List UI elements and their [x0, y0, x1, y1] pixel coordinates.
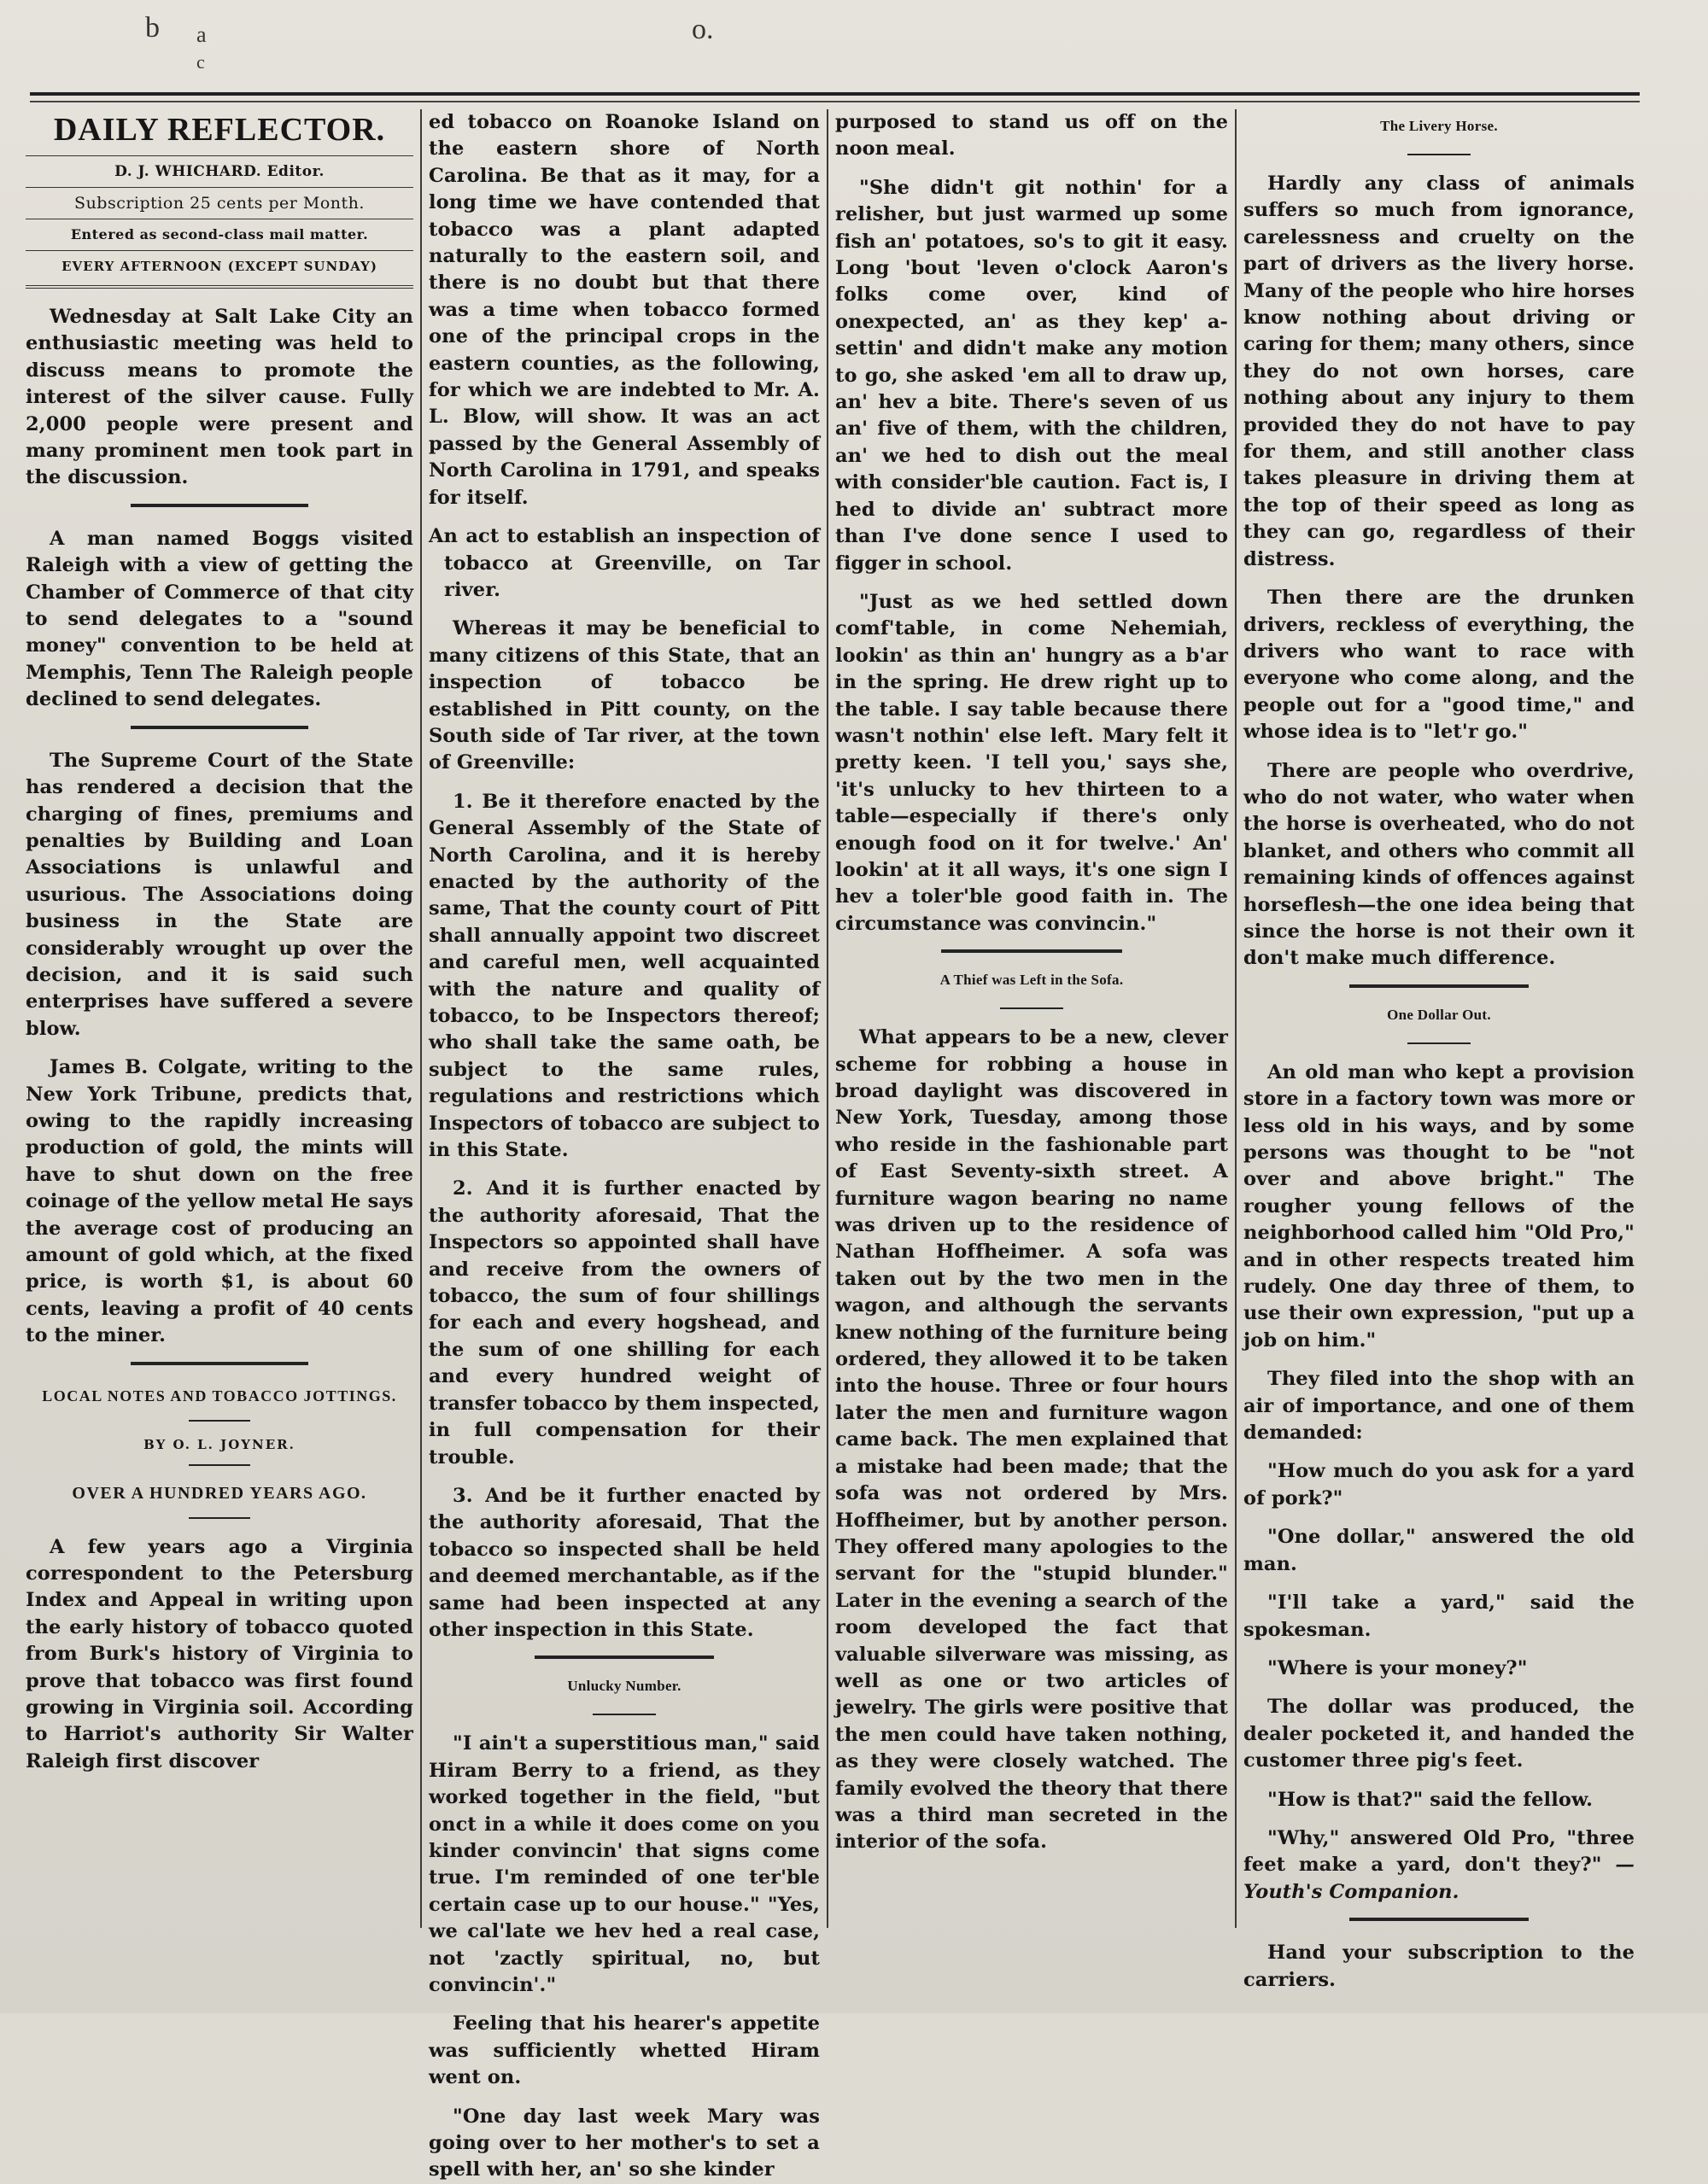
article-boggs: A man named Boggs visited Raleigh with a view of getting the Chamber of Commerce of that city to send delegates to a "sound money" convention to be held at Memphis, Tenn The Raleigh people declined to send delegates.	[26, 527, 413, 711]
article-dollar-2: They filed into the shop with an air of importance, and one of them demanded:	[1243, 1368, 1635, 1445]
article-unlucky-2: Feeling that his hearer's appetite was sufficiently whetted Hiram went on.	[429, 2012, 820, 2089]
article-unlucky-4: "She didn't git nothin' for a relisher, but just warmed up some fish an' potatoes, so's to git it easy. Long 'bout 'leven o'clock Aaron's folks come over, kind of onexpected, an' as they kep' a-settin' and didn't make any motion to go, she asked 'em all to draw up, an' hev a bite. There's seven of us an' five of them, with the children, an' we hed to dish out the meal with consider'ble caution. Fact is, I hed to divide an' subtract more than I've done sence I used to figger in school.	[835, 176, 1228, 575]
separator-rule	[1349, 984, 1530, 988]
act-section-3: 3. And be it further enacted by the authority aforesaid, That the tobacco so inspected shall be held and deemed merchantable, as if the same had been inspected at any other inspection in this State.	[429, 1484, 820, 1641]
top-margin-marks	[77, 9, 760, 77]
article-livery-2: Then there are the drunken drivers, reckless of everything, the drivers who want to race with everyone who come along, and the people out for a "good time," and whose idea is to "let'r go."	[1243, 587, 1635, 744]
article-dollar-3: "How much do you ask for a yard of pork?"	[1243, 1460, 1635, 1510]
margin-mark: b	[145, 12, 160, 44]
subscription-line: Subscription 25 cents per Month.	[26, 187, 413, 219]
column-2	[422, 109, 828, 2181]
article-dollar-7: The dollar was produced, the dealer pocketed it, and handed the customer three pig's feet.	[1243, 1696, 1635, 1772]
article-colgate: James B. Colgate, writing to the New York Tribune, predicts that, owing to the rapidly increasing production of gold, the mints will have to shut down on the free coinage of the yellow metal He says the average cost of producing an amount of gold which, at the fixed price, is worth $1, is about 60 cents, leaving a profit of 40 cents to the miner.	[26, 1056, 413, 1347]
article-unlucky-continued: purposed to stand us off on the noon meal.	[835, 111, 1228, 161]
entered-line: Entered as second-class mail matter.	[26, 219, 413, 250]
unlucky-number-title: Unlucky Number.	[567, 1678, 681, 1695]
act-section-1: 1. Be it therefore enacted by the General Assembly of the State of North Carolina, and it is hereby enacted by the authority of the same, That the county court of Pitt shall annually appoint two discreet and careful men, well acquainted with the nature and quality of tobacco, to be Inspectors thereof; who shall take the same oath, be subject to the same rules, regulations and restrictions which Inspectors of tobacco are subject to in this State.	[429, 790, 820, 1162]
separator-rule	[1407, 154, 1470, 155]
columns	[19, 109, 1641, 2181]
separator-rule	[941, 949, 1122, 953]
livery-horse-title: The Livery Horse.	[1380, 118, 1498, 134]
article-silver-meeting: Wednesday at Salt Lake City an enthusiastic meeting was held to discuss means to promote the interest of the silver cause. Fully 2,000 people were present and many prominent men took part in the discussion.	[26, 306, 413, 489]
article-dollar-6: "Where is your money?"	[1267, 1656, 1528, 1679]
schedule-line: EVERY AFTERNOON (EXCEPT SUNDAY)	[26, 250, 413, 289]
act-title: An act to establish an inspection of tobacco at Greenville, on Tar river.	[429, 525, 820, 601]
article-dollar-4: "One dollar," answered the old man.	[1243, 1526, 1635, 1575]
article-dollar-9-text: "Why," answered Old Pro, "three feet make a yard, don't they?"	[1243, 1826, 1635, 1877]
column-4	[1237, 109, 1641, 1991]
local-notes-heading: LOCAL NOTES AND TOBACCO JOTTINGS.	[42, 1387, 397, 1404]
article-roanoke-continued: ed tobacco on Roanoke Island on the eastern shore of North Carolina. Be that as it may, for a long time we have contended that tobacco was a plant adapted naturally to the eastern soil, and there is no doubt but that there was a time when tobacco formed one of the principal crops in the eastern counties, as the following, for which we are indebted to Mr. A. L. Blow, will show. It was an act passed by the General Assembly of North Carolina in 1791, and speaks for itself.	[429, 111, 820, 509]
editor-line: D. J. WHICHARD. Editor.	[26, 155, 413, 187]
article-supreme-court: The Supreme Court of the State has rendered a decision that the charging of fines, premiums and penalties by Building and Loan Associations is unlawful and usurious. The Associations doing business in the State are considerably wrought up over the decision, and it is said such enterprises have suffered a severe blow.	[26, 749, 413, 1040]
separator-rule	[1407, 1042, 1470, 1044]
separator-rule	[189, 1464, 251, 1466]
article-dollar-9	[1243, 1825, 1635, 1906]
separator-rule	[189, 1517, 251, 1519]
separator-rule	[131, 726, 309, 729]
article-unlucky-5: "Just as we hed settled down comf'table, in come Nehemiah, lookin' as thin an' hungry as a b'ar in the spring. He drew right up to the table. I say table because there wasn't nothin' else left. Mary felt it pretty keen. 'I tell you,' says she, 'it's unlucky to hev thirteen to a table—especially if there's only enough food on it for twelve.' An' lookin' at it all ways, it's one sign I hev a toler'ble good faith in. The circumstance was convincin."	[835, 590, 1228, 935]
article-unlucky-1: "I ain't a superstitious man," said Hiram Berry to a friend, as they worked together in the field, "but onct in a while it does come on you kinder convincin' that signs come true. I'm reminded of one ter'ble certain case up to our house." "Yes, we cal'late we hev hed a real case, not 'zactly spiritual, no, but convincin'."	[429, 1732, 820, 1996]
separator-rule	[535, 1656, 715, 1659]
margin-mark: a	[196, 22, 207, 47]
dollar-out-title: One Dollar Out.	[1387, 1006, 1491, 1023]
separator-rule	[131, 1362, 309, 1365]
article-livery-3: There are people who overdrive, who do not water, who water when the horse is overheated, who do not blanket, and others who commit all remaining kinds of offences against horseflesh—the one idea being that since the horse is not their own it don't make much difference.	[1243, 759, 1635, 970]
margin-mark: o.	[692, 14, 714, 45]
article-virginia-tobacco: A few years ago a Virginia correspondent to the Petersburg Index and Appeal in writing upon the early history of tobacco quoted from Burk's history of Virginia to prove that tobacco was first found growing in Virginia soil. According to Harriot's authority Sir Walter Raleigh first discover	[26, 1535, 413, 1772]
act-section-2: 2. And it is further enacted by the authority aforesaid, That the Inspectors so appointed shall have and receive from the owners of tobacco, the sum of four shillings for each and every hogshead, and the sum of one shilling for each and every hundred weight of transfer tobacco by them inspected, in full compensation for their trouble.	[429, 1177, 820, 1469]
source-credit: —Youth's Companion.	[1243, 1854, 1635, 1903]
separator-rule	[1000, 1007, 1063, 1009]
subscription-notice: Hand your subscription to the carriers.	[1243, 1942, 1635, 1991]
separator-rule	[131, 504, 309, 507]
separator-rule	[593, 1714, 655, 1715]
article-livery-1: Hardly any class of animals suffers so much from ignorance, carelessness and cruelty on the part of drivers as the livery horse. Many of the people who hire horses know nothing about driving or caring for them; many others, since they do not own horses, care nothing about any injury to them provided they do not have to pay for them, and still another class takes pleasure in driving them at the top of their speed as long as they can go, regardless of their distress.	[1243, 172, 1635, 570]
margin-mark: c	[196, 51, 205, 73]
article-thief-sofa: What appears to be a new, clever scheme for robbing a house in broad daylight was discovered in New York, Tuesday, among those who reside in the fashionable part of East Seventy-sixth street. A furniture wagon bearing no name was driven up to the residence of Nathan Hoffheimer. A sofa was taken out by the two men in the wagon, and although the servants knew nothing of the furniture being ordered, they allowed it to be taken into the house. Three or four hours later the men and furniture wagon came back. The men explained that a mistake had been made; that the sofa was not ordered by Mrs. Hoffheimer, but by another person. They offered many apologies to the servant for the "stupid blunder." Later in the evening a search of the room developed the fact that valuable silverware was missing, as well as one or two articles of jewelry. The girls were positive that the men could have taken nothing, as they were closely watched. The family evolved the theory that there was a third man secreted in the interior of the sofa.	[835, 1026, 1228, 1854]
article-unlucky-3: "One day last week Mary was going over to her mother's to set a spell with her, an' so she kinder	[429, 2105, 820, 2181]
byline: BY O. L. JOYNER.	[143, 1436, 295, 1452]
article-dollar-5: "I'll take a yard," said the spokesman.	[1243, 1591, 1635, 1641]
hundred-years-heading: OVER A HUNDRED YEARS AGO.	[72, 1483, 367, 1503]
column-1	[19, 109, 422, 1928]
thief-sofa-title: A Thief was Left in the Sofa.	[939, 972, 1124, 989]
separator-rule	[189, 1420, 251, 1422]
separator-rule	[1349, 1918, 1530, 1921]
top-rule	[30, 92, 1640, 102]
act-preamble: Whereas it may be beneficial to many citizens of this State, that an inspection of tobacco be established in Pitt county, on the South side of Tar river, at the town of Greenville:	[429, 617, 820, 774]
article-dollar-1: An old man who kept a provision store in a factory town was more or less old in his ways, and by some persons was thought to be "not over and above bright." The rougher young fellows of the neighborhood called him "Old Pro," and in other respects treated him rudely. One day three of them, to use their own expression, "put up a job on him."	[1243, 1060, 1635, 1352]
column-3	[828, 109, 1237, 1928]
masthead-title: DAILY REFLECTOR.	[53, 112, 386, 148]
article-dollar-8: "How is that?" said the fellow.	[1267, 1788, 1594, 1811]
